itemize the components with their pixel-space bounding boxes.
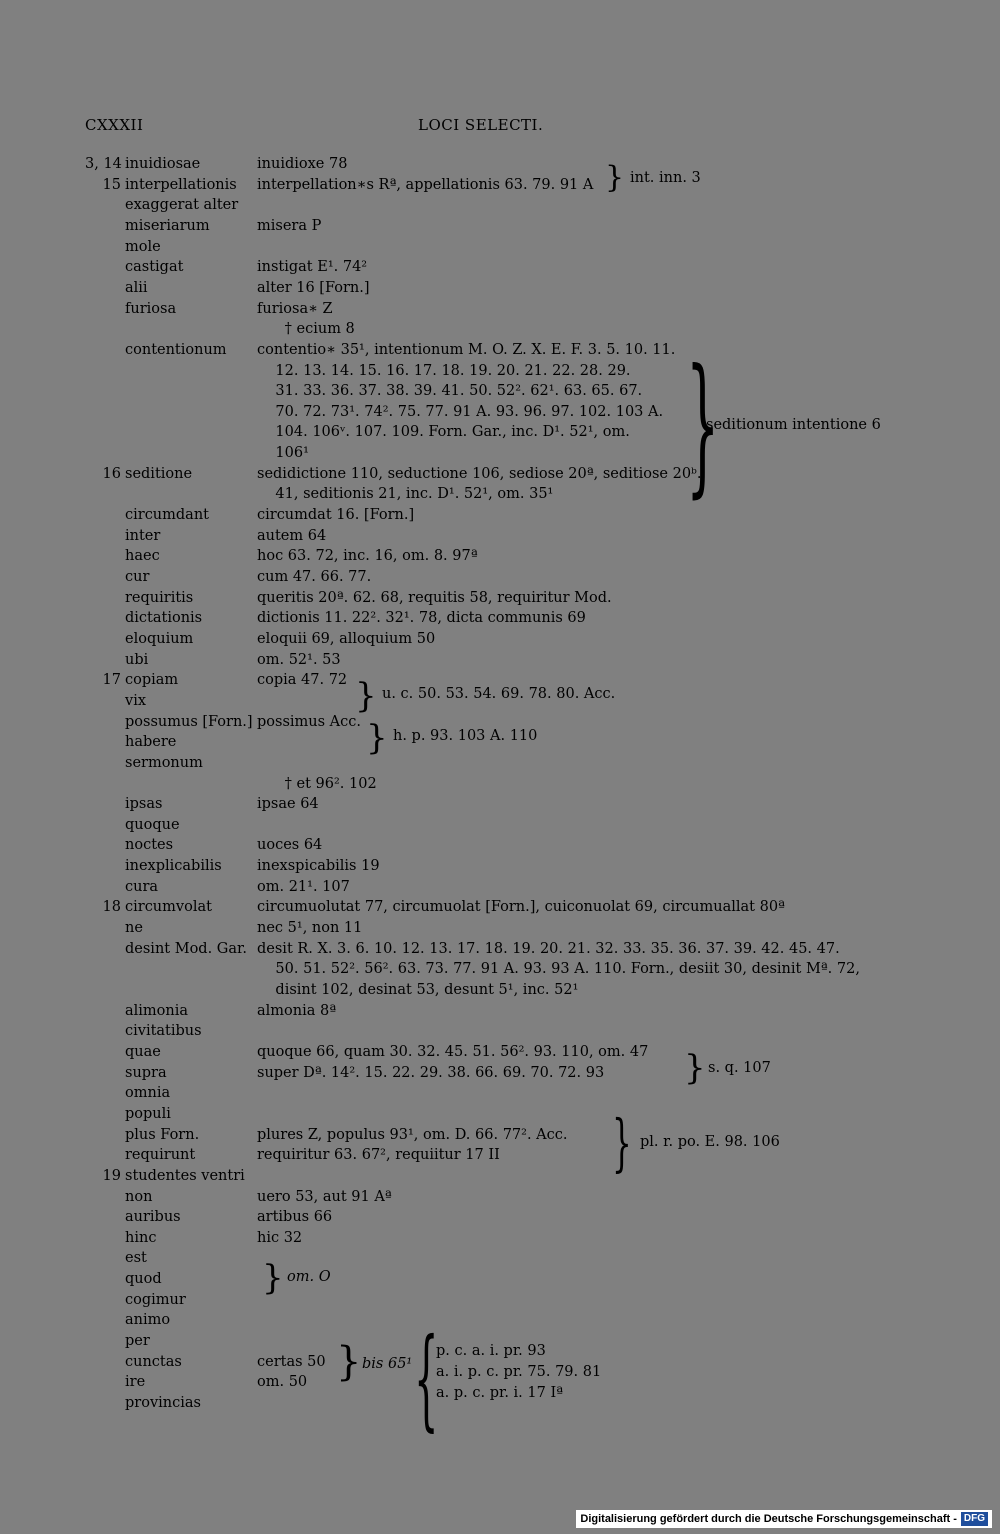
variant-reading: sedidictione 110, seductione 106, sediose 20ª, seditiose 20ᵇ. xyxy=(257,465,702,482)
brace-8: } xyxy=(336,1339,362,1385)
sidenote-1: int. inn. 3 xyxy=(630,170,701,186)
entry-row xyxy=(85,526,915,547)
sidenote-5: s. q. 107 xyxy=(708,1060,771,1076)
entry-row xyxy=(85,1063,915,1084)
sidenote-2: seditionum intentione 6 xyxy=(706,417,881,433)
lemma: inexplicabilis xyxy=(125,858,222,875)
lemma: desint Mod. Gar. xyxy=(125,940,247,957)
brace-6: } xyxy=(612,1106,632,1179)
lemma: circumvolat xyxy=(125,899,212,916)
entry-row xyxy=(85,195,915,216)
brace-3: } xyxy=(355,676,377,716)
entry-row xyxy=(85,1042,915,1063)
lemma: sermonum xyxy=(125,754,203,771)
variant-reading: disint 102, desinat 53, desunt 5¹, inc. 52¹ xyxy=(257,982,579,998)
sidenote-7: om. O xyxy=(287,1269,331,1285)
entry-row xyxy=(85,650,915,671)
sidenote-9b: a. i. p. c. pr. 75. 79. 81 xyxy=(436,1364,602,1380)
brace-9: { xyxy=(414,1314,439,1442)
lemma: haec xyxy=(125,548,160,565)
variant-reading: plures Z, populus 93¹, om. D. 66. 77². Acc. xyxy=(257,1126,568,1143)
entry-row xyxy=(85,216,915,237)
line-number: 19 xyxy=(102,1167,121,1184)
lemma: interpellationis xyxy=(125,176,237,193)
variant-reading: om. 50 xyxy=(257,1374,308,1391)
entry-row xyxy=(85,835,915,856)
page-number: CXXXII xyxy=(85,116,144,134)
lemma: possumus [Forn.] xyxy=(125,713,253,730)
lemma: circumdant xyxy=(125,507,209,524)
lemma: quae xyxy=(125,1043,161,1060)
entry-row xyxy=(85,794,915,815)
entry-row xyxy=(85,567,915,588)
variant-reading: 50. 51. 52². 56². 63. 73. 77. 91 A. 93. 93 A. 110. Forn., desiit 30, desinit Mª. 72, xyxy=(257,961,860,978)
entry-row xyxy=(85,608,915,629)
entry-row xyxy=(85,980,915,1001)
lemma: ne xyxy=(125,920,143,937)
sidenote-9c: a. p. c. pr. i. 17 Iª xyxy=(436,1385,564,1401)
lemma: vix xyxy=(125,692,147,709)
entry-row xyxy=(85,774,915,795)
lemma: provincias xyxy=(125,1395,201,1411)
variant-reading: super Dª. 14². 15. 22. 29. 38. 66. 69. 70. 72. 93 xyxy=(257,1064,605,1081)
variant-reading: inuidioxe 78 xyxy=(257,156,348,172)
lemma: quod xyxy=(125,1271,162,1288)
line-number: 17 xyxy=(102,672,121,689)
lemma: civitatibus xyxy=(125,1023,202,1040)
variant-reading: interpellation∗s Rª, appellationis 63. 79. 91 A xyxy=(257,176,594,193)
running-title: LOCI SELECTI. xyxy=(418,116,544,134)
variant-reading: furiosa∗ Z xyxy=(257,300,333,317)
lemma: populi xyxy=(125,1105,171,1122)
entry-row xyxy=(85,815,915,836)
sidenote-9a: p. c. a. i. pr. 93 xyxy=(436,1343,546,1359)
lemma: per xyxy=(125,1333,150,1350)
lemma: cur xyxy=(125,569,150,585)
entry-row xyxy=(85,257,915,278)
variant-reading: artibus 66 xyxy=(257,1209,333,1226)
variant-reading: ipsae 64 xyxy=(257,796,319,813)
footer-text: Digitalisierung gefördert durch die Deutsche Forschungsgemeinschaft - xyxy=(580,1513,957,1525)
variant-reading: cum 47. 66. 77. xyxy=(257,569,372,585)
brace-5: } xyxy=(684,1048,706,1088)
sidenote-4: h. p. 93. 103 A. 110 xyxy=(393,728,538,744)
entry-row xyxy=(85,753,915,774)
sidenote-3: u. c. 50. 53. 54. 69. 78. 80. Acc. xyxy=(382,686,616,702)
variant-reading: uero 53, aut 91 Aª xyxy=(257,1188,392,1205)
lemma: requiritis xyxy=(125,589,194,606)
entry-row xyxy=(85,918,915,939)
entry-row xyxy=(85,1207,915,1228)
lemma: requirunt xyxy=(125,1147,196,1164)
variant-reading: om. 52¹. 53 xyxy=(257,651,341,668)
entry-row xyxy=(85,361,915,382)
entry-row xyxy=(85,319,915,340)
entry-row xyxy=(85,175,915,196)
entry-row xyxy=(85,1021,915,1042)
variant-reading: certas 50 xyxy=(257,1353,326,1370)
entry-row xyxy=(85,1187,915,1208)
sidenote-8: bis 65¹ xyxy=(362,1356,413,1372)
variant-reading: om. 21¹. 107 xyxy=(257,878,350,895)
brace-4: } xyxy=(366,718,388,758)
variant-reading: autem 64 xyxy=(257,527,327,544)
lemma: non xyxy=(125,1188,153,1205)
entry-row xyxy=(85,1269,915,1290)
brace-1: } xyxy=(605,160,625,195)
line-number: 3, 14 xyxy=(85,156,122,172)
entry-row xyxy=(85,505,915,526)
lemma: est xyxy=(125,1250,147,1267)
lemma: ubi xyxy=(125,651,149,668)
lemma: supra xyxy=(125,1064,167,1081)
lemma: eloquium xyxy=(125,630,194,647)
variant-reading: 41, seditionis 21, inc. D¹. 52¹, om. 35¹ xyxy=(257,486,554,503)
variant-reading: 12. 13. 14. 15. 16. 17. 18. 19. 20. 21. 22. 28. 29. xyxy=(257,362,631,379)
variant-reading: copia 47. 72 xyxy=(257,672,348,689)
brace-2: } xyxy=(686,338,720,512)
entry-row xyxy=(85,443,915,464)
entry-row xyxy=(85,546,915,567)
entry-row xyxy=(85,381,915,402)
variant-reading: instigat E¹. 74² xyxy=(257,259,368,276)
lemma: contentionum xyxy=(125,341,227,358)
entry-row xyxy=(85,1248,915,1269)
variant-reading: misera P xyxy=(257,217,322,234)
entry-row xyxy=(85,629,915,650)
line-number: 18 xyxy=(102,899,121,916)
variant-reading: inexspicabilis 19 xyxy=(257,858,380,875)
entry-row xyxy=(85,1125,915,1146)
variant-reading: circumdat 16. [Forn.] xyxy=(257,507,415,524)
variant-reading: † ecium 8 xyxy=(257,321,355,338)
variant-reading: † et 96². 102 xyxy=(257,775,377,792)
variant-reading: 106¹ xyxy=(257,445,309,462)
variant-reading: almonia 8ª xyxy=(257,1002,337,1019)
lemma: copiam xyxy=(125,672,179,689)
lemma: exaggerat alter xyxy=(125,197,239,214)
variant-reading: requiritur 63. 67², requiitur 17 II xyxy=(257,1147,500,1164)
variant-reading: circumuolutat 77, circumuolat [Forn.], cuiconuolat 69, circumuallat 80ª xyxy=(257,899,785,916)
footer-credit xyxy=(576,1510,992,1528)
lemma: cogimur xyxy=(125,1291,186,1308)
lemma: noctes xyxy=(125,837,174,854)
lemma: seditione xyxy=(125,465,193,482)
lemma: plus Forn. xyxy=(125,1126,200,1143)
entry-row xyxy=(85,1083,915,1104)
lemma: hinc xyxy=(125,1229,157,1246)
variant-reading: 31. 33. 36. 37. 38. 39. 41. 50. 52². 62¹. 63. 65. 67. xyxy=(257,383,643,400)
entry-row xyxy=(85,484,915,505)
entry-row xyxy=(85,1310,915,1331)
variant-reading: 104. 106ᵛ. 107. 109. Forn. Gar., inc. D¹. 52¹, om. xyxy=(257,424,630,441)
entry-row xyxy=(85,154,915,175)
variant-reading: desit R. X. 3. 6. 10. 12. 13. 17. 18. 19. 20. 21. 32. 33. 35. 36. 37. 39. 42. 45. 47. xyxy=(257,940,840,957)
variant-reading: queritis 20ª. 62. 68, requitis 58, requiritur Mod. xyxy=(257,589,612,606)
entry-row xyxy=(85,340,915,361)
lemma: castigat xyxy=(125,259,184,276)
line-number: 16 xyxy=(102,465,121,482)
variant-reading: nec 5¹, non 11 xyxy=(257,920,363,937)
lemma: alimonia xyxy=(125,1002,189,1019)
lemma: inuidiosae xyxy=(125,156,201,172)
entry-row xyxy=(85,1228,915,1249)
variant-reading: hoc 63. 72, inc. 16, om. 8. 97ª xyxy=(257,548,478,565)
variant-reading: contentio∗ 35¹, intentionum M. O. Z. X. E. F. 3. 5. 10. 11. xyxy=(257,341,676,358)
variant-reading: quoque 66, quam 30. 32. 45. 51. 56². 93. 110, om. 47 xyxy=(257,1043,649,1060)
entry-row xyxy=(85,1166,915,1187)
entry-row xyxy=(85,897,915,918)
entry-row xyxy=(85,237,915,258)
entry-row xyxy=(85,278,915,299)
variant-reading: hic 32 xyxy=(257,1229,303,1246)
lemma: auribus xyxy=(125,1209,181,1226)
lemma: dictationis xyxy=(125,610,203,627)
entry-row xyxy=(85,464,915,485)
variant-reading: dictionis 11. 22². 32¹. 78, dicta communis 69 xyxy=(257,610,586,627)
lemma: habere xyxy=(125,734,177,751)
lemma: cunctas xyxy=(125,1353,182,1370)
entry-row xyxy=(85,1001,915,1022)
entry-row xyxy=(85,939,915,960)
lemma: alii xyxy=(125,279,148,296)
entry-row xyxy=(85,1145,915,1166)
lemma: ipsas xyxy=(125,796,163,813)
variant-reading: alter 16 [Forn.] xyxy=(257,279,370,296)
entry-row xyxy=(85,588,915,609)
entry-row xyxy=(85,959,915,980)
lemma: studentes ventri xyxy=(125,1167,245,1184)
dfg-logo: DFG xyxy=(961,1512,988,1526)
variant-reading: eloquii 69, alloquium 50 xyxy=(257,630,436,647)
lemma: inter xyxy=(125,527,161,544)
lemma: omnia xyxy=(125,1085,171,1102)
entry-row xyxy=(85,1290,915,1311)
entry-row xyxy=(85,299,915,320)
lemma: ire xyxy=(125,1374,146,1391)
sidenote-6: pl. r. po. E. 98. 106 xyxy=(640,1134,780,1150)
lemma: miseriarum xyxy=(125,217,210,234)
entry-row xyxy=(85,877,915,898)
line-number: 15 xyxy=(102,176,121,193)
variant-reading: 70. 72. 73¹. 74². 75. 77. 91 A. 93. 96. 97. 102. 103 A. xyxy=(257,403,664,420)
lemma: mole xyxy=(125,238,161,255)
lemma: animo xyxy=(125,1312,171,1329)
entry-row xyxy=(85,1104,915,1125)
entry-row xyxy=(85,856,915,877)
lemma: cura xyxy=(125,878,159,895)
brace-7: } xyxy=(262,1258,284,1298)
lemma: quoque xyxy=(125,816,180,833)
lemma: furiosa xyxy=(125,300,177,317)
variant-reading: uoces 64 xyxy=(257,837,323,854)
variant-reading: possimus Acc. xyxy=(257,713,361,730)
